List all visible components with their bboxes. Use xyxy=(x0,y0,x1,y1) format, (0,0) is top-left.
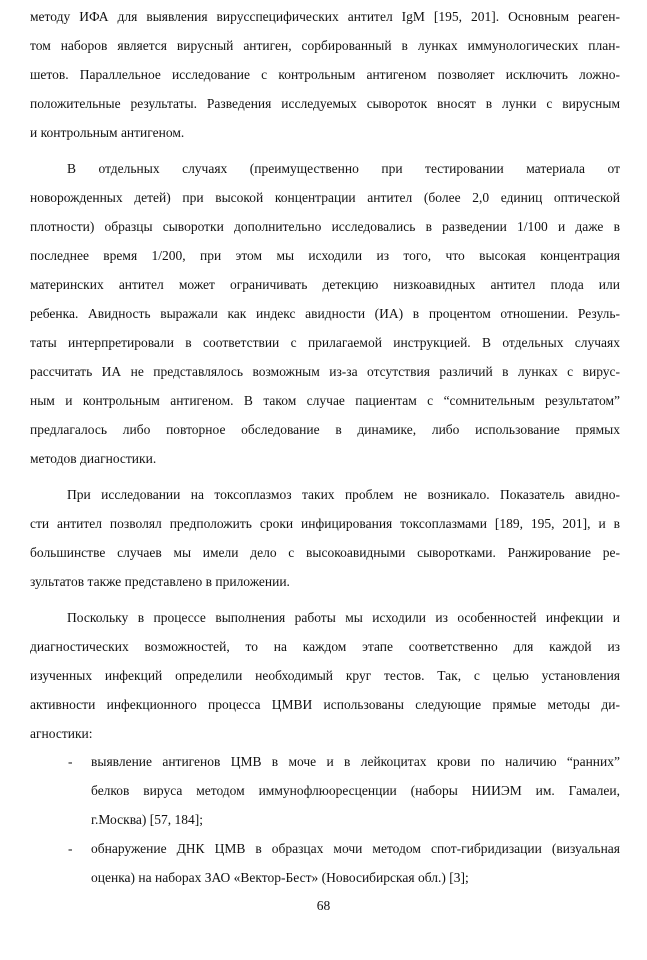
text-line: г.Москва) [57, 184]; xyxy=(91,812,203,827)
text-line: зультатов также представлено в приложении. xyxy=(30,574,290,589)
text-line: обнаружение ДНК ЦМВ в образцах мочи методом спот-гибридизации (визуальная xyxy=(91,841,620,856)
text-line: рассчитать ИА не представлялось возможным из-за отсутствия различий в лунках с вирус- xyxy=(30,364,620,379)
text-line: предлагалось либо повторное обследование в динамике, либо использование прямых xyxy=(30,422,620,437)
text-line: материнских антител может ограничивать детекцию низкоавидных антител плода или xyxy=(30,277,620,292)
text-line: белков вируса методом иммунофлюоресценции (наборы НИИЭМ им. Гамалеи, xyxy=(91,783,620,798)
text-line: выявление антигенов ЦМВ в моче и в лейкоцитах крови по наличию “ранних” xyxy=(91,754,620,769)
text-line: оценка) на наборах ЗАО «Вектор-Бест» (Новосибирская обл.) [3]; xyxy=(91,870,469,885)
text-line: диагностических возможностей, то на каждом этапе соответственно для каждой из xyxy=(30,639,620,654)
text-line: изученных инфекций определили необходимый круг тестов. Так, с целью установления xyxy=(30,668,620,683)
text-line: методов диагностики. xyxy=(30,451,157,466)
text-line: новорожденных детей) при высокой концентрации антител (более 2,0 единиц оптической xyxy=(30,190,620,205)
bullet-marker: - xyxy=(68,754,73,769)
text-line: последнее время 1/200, при этом мы исходили из того, что высокая концентрация xyxy=(30,248,620,263)
text-line: таты интерпретировали в соответствии с прилагаемой инструкцией. В отдельных случаях xyxy=(30,335,620,350)
text-line: плотности) образцы сыворотки дополнительно исследовались в разведении 1/100 и даже в xyxy=(30,219,620,234)
text-line: шетов. Параллельное исследование с контрольным антигеном позволяет исключить ложно- xyxy=(30,67,620,82)
text-line: большинстве случаев мы имели дело с высокоавидными сыворотками. Ранжирование ре- xyxy=(30,545,620,560)
text-line: и контрольным антигеном. xyxy=(30,125,185,140)
text-line: активности инфекционного процесса ЦМВИ использованы следующие прямые методы ди- xyxy=(30,697,620,712)
text-line: методу ИФА для выявления вирусспецифических антител IgM [195, 201]. Основным реаген- xyxy=(30,9,620,24)
text-line: В отдельных случаях (преимущественно при тестировании материала от xyxy=(67,161,620,176)
text-line: ным и контрольным антигеном. В таком случае пациентам с “сомнительным результатом” xyxy=(30,393,620,408)
text-line: положительные результаты. Разведения исследуемых сывороток вносят в лунки с вирусным xyxy=(30,96,620,111)
text-line: агностики: xyxy=(30,726,93,741)
text-line: Поскольку в процессе выполнения работы мы исходили из особенностей инфекции и xyxy=(67,610,620,625)
text-line: сти антител позволял предположить сроки инфицирования токсоплазмами [189, 195, 201], и в xyxy=(30,516,620,531)
page-number: 68 xyxy=(316,898,331,913)
text-line: ребенка. Авидность выражали как индекс авидности (ИА) в процентом отношении. Резуль- xyxy=(30,306,620,321)
bullet-marker: - xyxy=(68,841,73,856)
text-line: том наборов является вирусный антиген, сорбированный в лунках иммунологических план- xyxy=(30,38,620,53)
text-line: При исследовании на токсоплазмоз таких проблем не возникало. Показатель авидно- xyxy=(67,487,620,502)
